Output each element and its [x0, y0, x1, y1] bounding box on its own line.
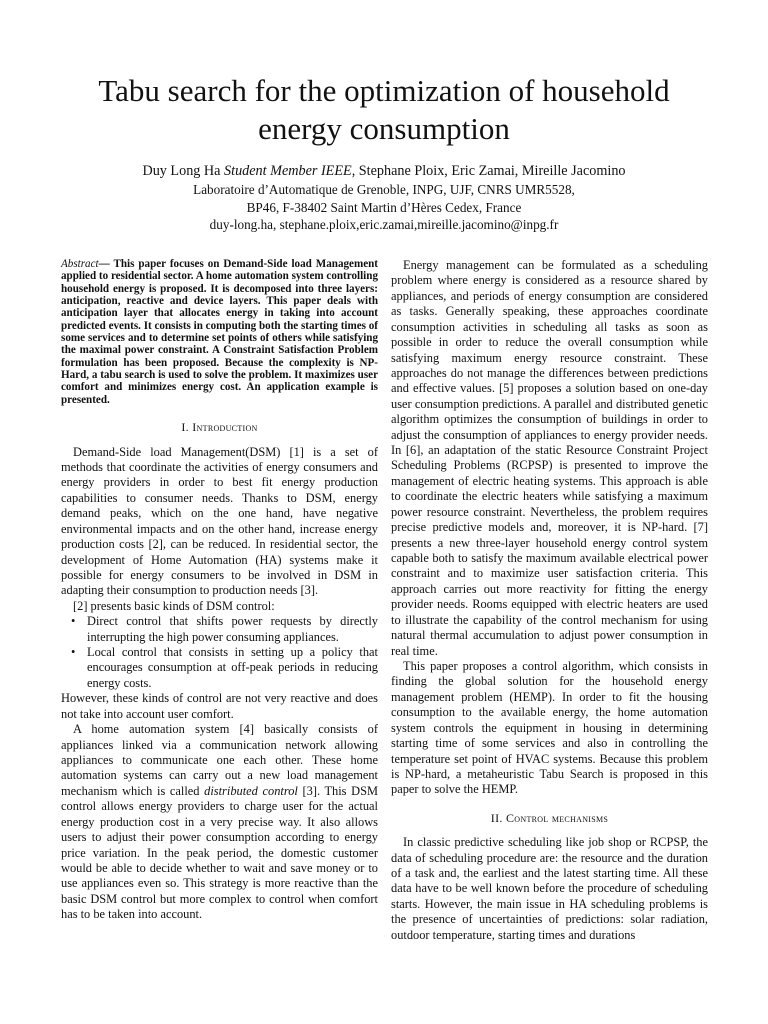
author-membership: Student Member IEEE: [224, 163, 352, 179]
intro-paragraph-1: Demand-Side load Management(DSM) [1] is a set of methods that coordinate the activities of energy consumers and energy providers in order to best fit energy production capabilities to consumer needs. Thanks to DSM, energy demand peaks, which on the one hand, have negative environmental impacts and on the other hand, increase energy production costs [2], can be reduced. In residential sector, the development of Home Automation (HA) systems make it possible for energy consumers to be involved in DSM in adapting their consumption to production needs [3].: [61, 444, 378, 598]
right-column: [391, 258, 708, 943]
list-item-text: Direct control that shifts power requests by directly interrupting the high power consuming appliances.: [87, 614, 378, 644]
abstract: [61, 258, 378, 406]
affiliation-line-1: Laboratoire d’Automatique de Grenoble, INPG, UJF, CNRS UMR5528,: [193, 182, 575, 197]
author-others: , Stephane Ploix, Eric Zamai, Mireille Jacomino: [351, 163, 626, 179]
list-item: [71, 614, 378, 645]
intro-paragraph-5: Energy management can be formulated as a scheduling problem where energy is considered as a resource shared by appliances, and periods of energy consumption are considered as tasks. Generally speaking, these approaches coordinate consumption activities in scheduling all tasks as soon as possible in order to reduce the overall consumption while satisfying maximum energy resource constraint. These approaches do not manage the differences between predictions and effective values. [5] proposes a solution based on one-day user consumption predictions. A parallel and distributed genetic algorithm optimizes the consumption of buildings in order to adjust the consumption of appliances to energy provider needs. In [6], an adaptation of the static Resource Constraint Project Scheduling Problems (RCPSP) is presented to improve the management of electric heating systems. This approach is able to coordinate the electric heaters while satisfying a maximum power resource constraint. Nevertheless, the problem requires precise predictive models and, moreover, it is NP-hard. [7] presents a new three-layer household energy control system capable both to satisfy the maximum available electrical power constraint and to maximize user satisfaction criteria. This approach carries out more reactivity for fitting the energy provider needs. Rooms equipped with electric heaters are used to illustrate the capability of the control mechanism for using natural thermal accumulation to adjust power consumption in real time.: [391, 258, 708, 658]
control-paragraph-1: In classic predictive scheduling like job shop or RCPSP, the data of scheduling procedure are: the resource and the duration of a task and, the earliest and the latest starting time. All these data have to be well known before the procedure of scheduling starts. However, the main issue in HA scheduling problems is the presence of uncertainties of predictions: solar radiation, outdoor temperature, starting times and durations: [391, 835, 708, 942]
author-block: [40, 162, 728, 234]
intro-paragraph-2: [2] presents basic kinds of DSM control:: [73, 598, 275, 613]
section-heading-introduction: I. Introduction: [181, 420, 258, 435]
list-item: [71, 645, 378, 691]
author-line: [40, 162, 728, 181]
intro-paragraph-4-start: A home automation system [4] basically consists of appliances linked via a communication network allowing appliances to communicate one each other. These home automation systems can carry out a new load management mechanism which is called: [61, 722, 378, 798]
bullet-icon: •: [71, 614, 76, 629]
abstract-text: — This paper focuses on Demand-Side load Management applied to residential sector. A home automation system controlling household energy is proposed. It is decomposed into three layers: anticipation, reactive and device layers. This paper deals with anticipation layer that allocates energy in taking into account predicted events. It consists in computing both the starting times of some services and to determine set points of others while satisfying the maximal power constraint. A Constraint Satisfaction Problem formulation has been proposed. Because the complexity is NP-Hard, a tabu search is used to solve the problem. It maximizes user comfort and minimizes energy cost. An application example is presented.: [61, 258, 378, 406]
left-column: [61, 258, 378, 923]
list-item-text: Local control that consists in setting up a policy that encourages consumption at off-peak periods in reducing energy costs.: [87, 645, 378, 690]
intro-paragraph-4: [61, 722, 378, 922]
dsm-control-list: [61, 614, 378, 691]
intro-paragraph-6: This paper proposes a control algorithm, which consists in finding the global solution for the household energy management problem (HEMP). In order to fit the housing consumption to the available energy, the home automation system controls the equipment in housing in determining starting time of some services and also in controlling the temperature set point of HVAC systems. Because this problem is NP-hard, a metaheuristic Tabu Search is proposed in this paper to solve the HEMP.: [391, 658, 708, 797]
bullet-icon: •: [71, 645, 76, 660]
intro-paragraph-4-term: distributed control: [204, 783, 298, 798]
paper-title: Tabu search for the optimization of household energy consumption: [98, 73, 670, 146]
author-emails: duy-long.ha, stephane.ploix,eric.zamai,mireille.jacomino@inpg.fr: [209, 217, 559, 232]
abstract-label: Abstract: [61, 258, 99, 270]
affiliation-line-2: BP46, F-38402 Saint Martin d’Hères Cedex, France: [246, 199, 522, 215]
intro-paragraph-4-end: [3]. This DSM control allows energy providers to charge user for the actual energy production cost in a very precise way. It also allows users to adjust their power consumption according to energy price variation. In the peak period, the domestic customer would be able to decide whether to wait and save money or to use appliances even so. This strategy is more reactive than the basic DSM control but more complex to control when comfort has to be taken into account.: [61, 783, 379, 922]
section-heading-control-mechanisms: II. Control mechanisms: [490, 810, 609, 825]
intro-paragraph-3: However, these kinds of control are not very reactive and does not take into account user comfort.: [61, 691, 378, 721]
author-first: Duy Long Ha: [142, 163, 221, 179]
